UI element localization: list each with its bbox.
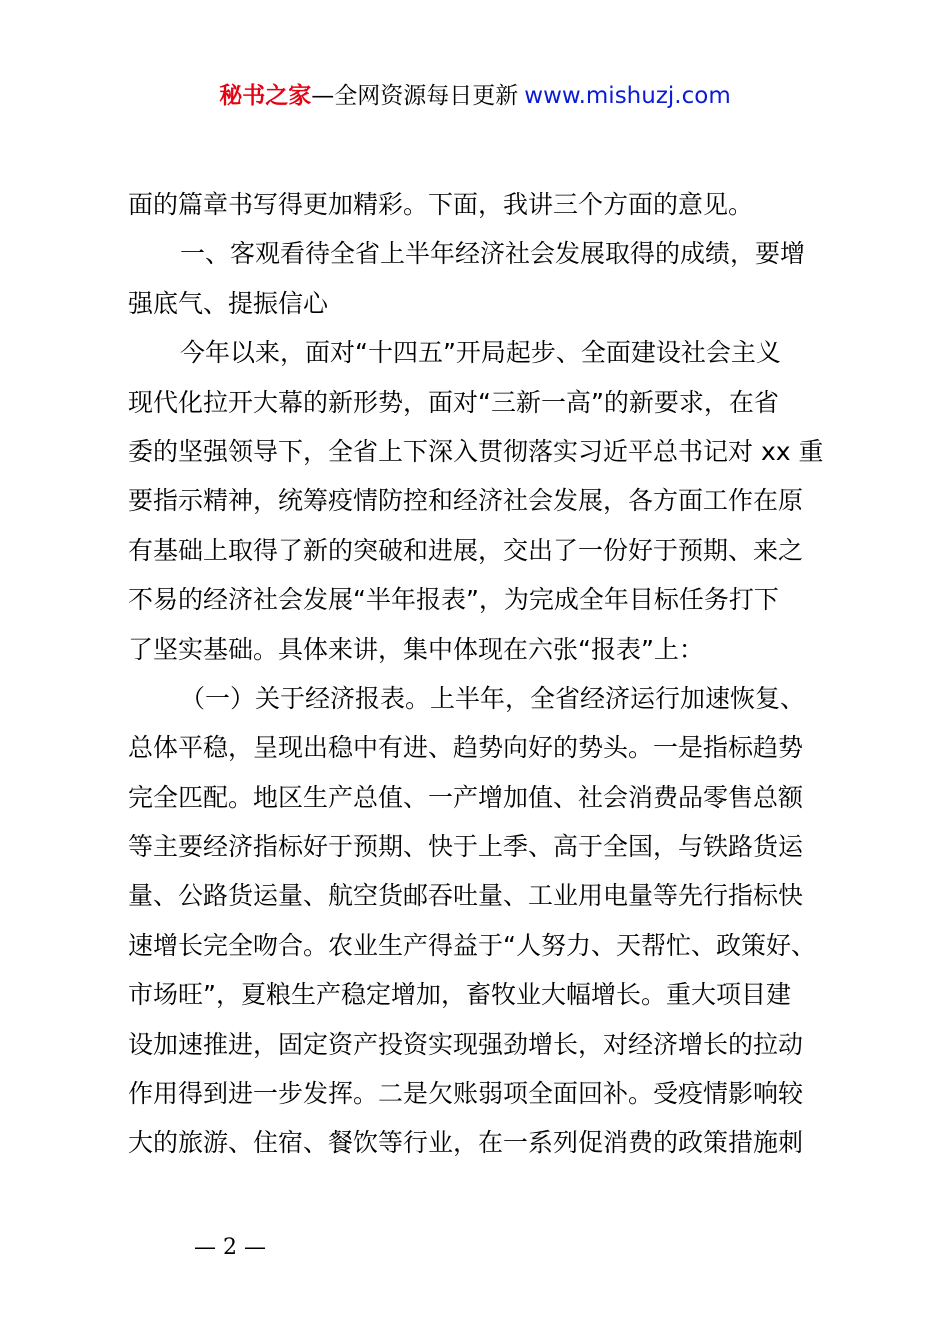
text-line: 市场旺”，夏粮生产稳定增加，畜牧业大幅增长。重大项目建 (128, 980, 791, 1010)
text-line: 现代化拉开大幕的新形势，面对“三新一高”的新要求，在省 (128, 387, 779, 417)
text-line: 委的坚强领导下，全省上下深入贯彻落实习近平总书记对 xx 重 (128, 436, 824, 466)
text-line: 作用得到进一步发挥。二是欠账弱项全面回补。受疫情影响较 (128, 1079, 804, 1109)
text-line: 等主要经济指标好于预期、快于上季、高于全国，与铁路货运 (128, 832, 804, 862)
document-body (128, 180, 848, 1168)
text-line: 不易的经济社会发展“半年报表”，为完成全年目标任务打下 (128, 585, 779, 615)
text-line: 有基础上取得了新的突破和进展，交出了一份好于预期、来之 (128, 535, 804, 565)
page-header (0, 80, 950, 112)
section-heading: 一、客观看待全省上半年经济社会发展取得的成绩，要增 (180, 239, 806, 269)
text-line: 设加速推进，固定资产投资实现强劲增长，对经济增长的拉动 (128, 1029, 804, 1059)
text-line: 要指示精神，统筹疫情防控和经济社会发展，各方面工作在原 (128, 486, 804, 516)
site-tagline: —全网资源每日更新 (311, 83, 519, 109)
site-url-link[interactable]: www.mishuzj.com (524, 83, 731, 109)
section-heading-continued: 强底气、提振信心 (128, 288, 329, 318)
text-line: 总体平稳，呈现出稳中有进、趋势向好的势头。一是指标趋势 (128, 733, 804, 763)
text-line: 量、公路货运量、航空货邮吞吐量、工业用电量等先行指标快 (128, 881, 804, 911)
text-line: 面的篇章书写得更加精彩。下面，我讲三个方面的意见。 (128, 190, 754, 219)
text-line: 今年以来，面对“十四五”开局起步、全面建设社会主义 (180, 338, 781, 368)
text-line: 完全匹配。地区生产总值、一产增加值、社会消费品零售总额 (128, 782, 804, 812)
subsection-heading: （一）关于经济报表。上半年，全省经济运行加速恢复、 (180, 683, 806, 713)
site-brand[interactable]: 秘书之家 (219, 83, 312, 109)
text-line: 了坚实基础。具体来讲，集中体现在六张“报表”上： (128, 634, 704, 664)
text-line: 大的旅游、住宿、餐饮等行业，在一系列促消费的政策措施刺 (128, 1128, 804, 1158)
text-line: 速增长完全吻合。农业生产得益于“人努力、天帮忙、政策好、 (128, 930, 816, 960)
page-number: — 2 — (194, 1235, 266, 1260)
